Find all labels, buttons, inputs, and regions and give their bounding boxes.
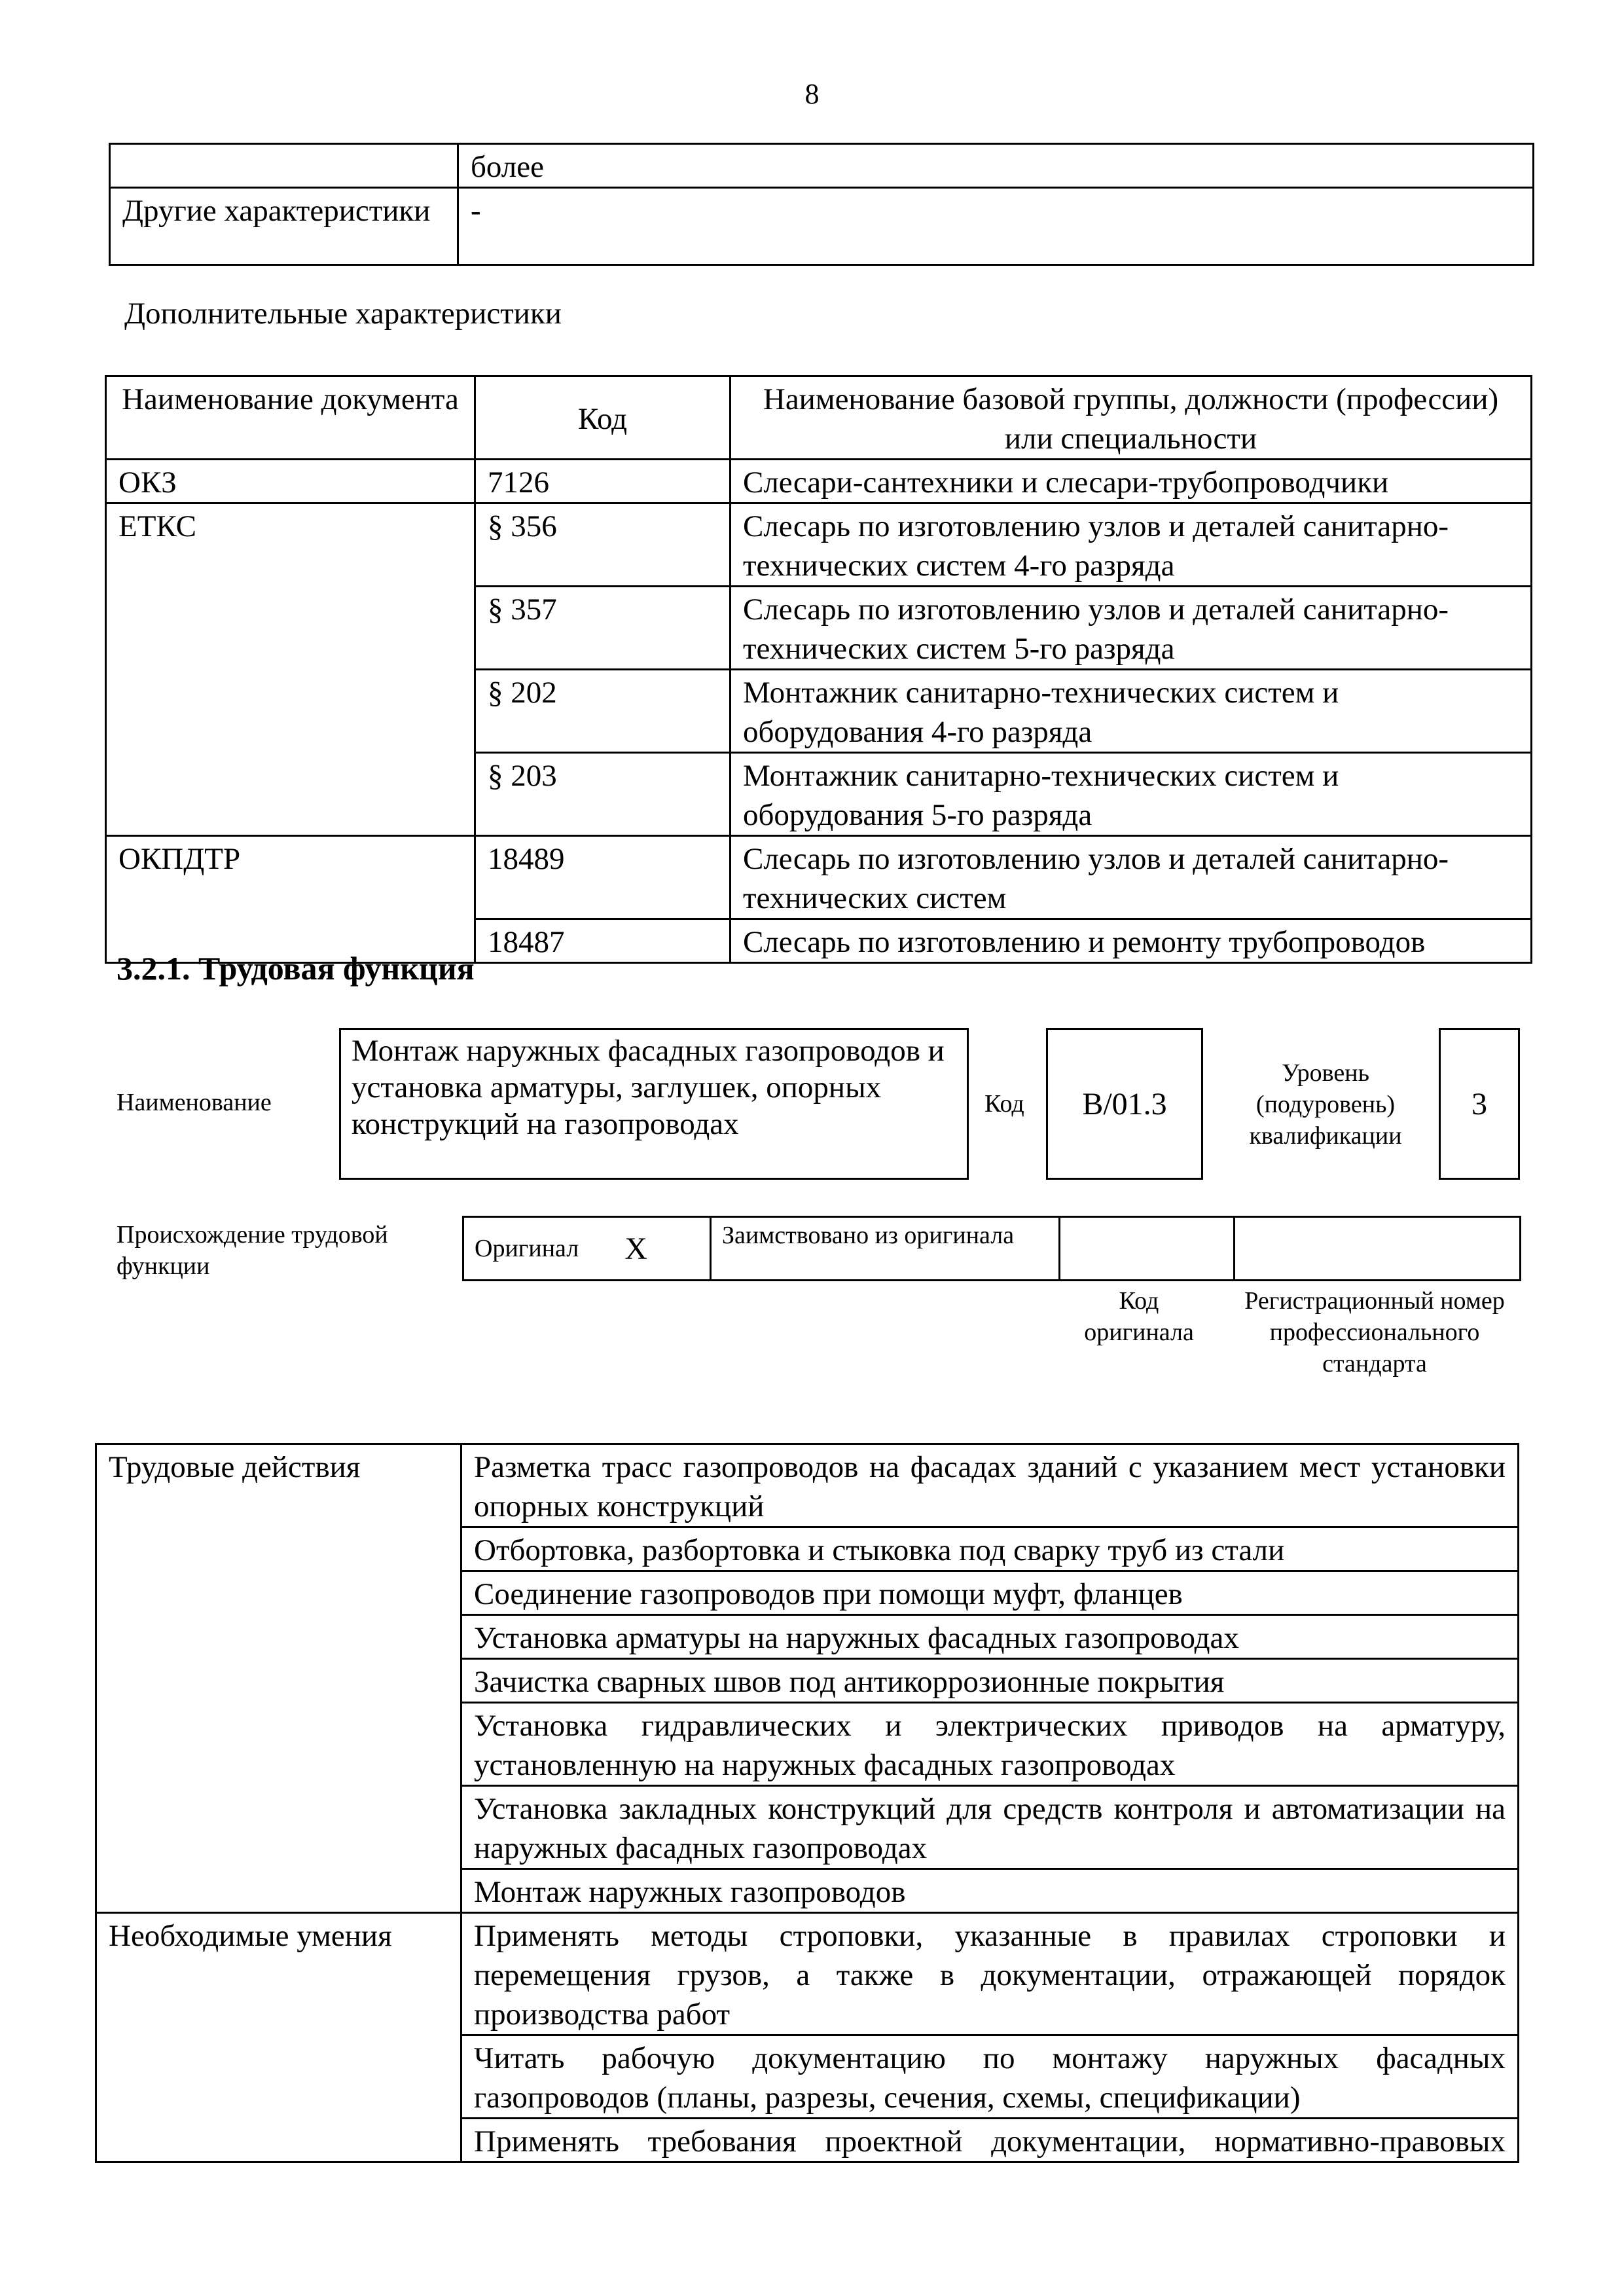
- name-label: Наименование: [117, 1089, 272, 1116]
- function-code-box: [1046, 1028, 1203, 1180]
- action-item: Разметка трасс газопроводов на фасадах зданий с указанием мест установки опорных конструкций: [461, 1444, 1519, 1527]
- cell-code: 18487: [475, 919, 731, 963]
- cell-code: § 202: [475, 670, 731, 753]
- action-item: Установка арматуры на наружных фасадных газопроводах: [461, 1615, 1519, 1659]
- cell-name: Слесарь по изготовлению узлов и деталей санитарно-технических систем 5-го разряда: [731, 587, 1532, 670]
- cell-code: § 356: [475, 503, 731, 587]
- function-code-value: B/01.3: [1082, 1086, 1167, 1121]
- table-row: [106, 836, 1532, 919]
- page-number: 8: [804, 78, 820, 110]
- action-item: Соединение газопроводов при помощи муфт, фланцев: [461, 1571, 1519, 1615]
- action-item: Зачистка сварных швов под антикоррозионные покрытия: [461, 1659, 1519, 1703]
- level-label: Уровень (подуровень) квалификации: [1249, 1059, 1402, 1150]
- cell-name: Слесарь по изготовлению и ремонту трубопроводов: [731, 919, 1532, 963]
- cell-name: Слесари-сантехники и слесари-трубопроводчики: [731, 460, 1532, 503]
- code-original-label: Код оригинала: [1084, 1287, 1194, 1346]
- additional-title: Дополнительные характеристики: [124, 297, 562, 331]
- action-item: Установка гидравлических и электрических приводов на арматуру, установленную на наружных фасадных газопроводах: [461, 1703, 1519, 1786]
- cell-doc: ЕТКС: [106, 503, 475, 836]
- function-name-value: Монтаж наружных фасадных газопроводов и установка арматуры, заглушек, опорных конструкций на газопроводах: [352, 1034, 945, 1141]
- row-value: более: [458, 144, 1534, 188]
- action-item: Установка закладных конструкций для средств контроля и автоматизации на наружных фасадных газопроводах: [461, 1786, 1519, 1869]
- cell-name: Монтажник санитарно-технических систем и оборудования 5-го разряда: [731, 753, 1532, 836]
- table-row: [106, 503, 1532, 587]
- reg-number-label: Регистрационный номер профессионального стандарта: [1244, 1287, 1505, 1377]
- borrowed-label: Заимствовано из оригинала: [722, 1222, 1015, 1249]
- action-item: Монтаж наружных газопроводов: [461, 1869, 1519, 1913]
- header-document: Наименование документа: [106, 376, 475, 460]
- code-label: Код: [984, 1090, 1024, 1118]
- cell-code: 18489: [475, 836, 731, 919]
- header-name: Наименование базовой группы, должности (профессии) или специальности: [731, 376, 1532, 460]
- cell-code: § 357: [475, 587, 731, 670]
- table-header-row: [106, 376, 1532, 460]
- original-mark: X: [624, 1231, 647, 1266]
- cell-doc: ОКПДТР: [106, 836, 475, 963]
- cell-name: Монтажник санитарно-технических систем и оборудования 4-го разряда: [731, 670, 1532, 753]
- cell-name: Слесарь по изготовлению узлов и деталей санитарно-технических систем: [731, 836, 1532, 919]
- row-value: -: [458, 188, 1534, 265]
- level-value: 3: [1471, 1086, 1487, 1121]
- cell-code: 7126: [475, 460, 731, 503]
- table-row: [106, 460, 1532, 503]
- origin-label: Происхождение трудовой функции: [117, 1221, 388, 1280]
- level-box: [1439, 1028, 1520, 1180]
- origin-row: [462, 1216, 1521, 1281]
- cell-code: § 203: [475, 753, 731, 836]
- function-name-box: [339, 1028, 969, 1180]
- skill-item: Применять методы строповки, указанные в правилах строповки и перемещения грузов, а также в документации, отражающей порядок производства работ: [461, 1913, 1519, 2035]
- cell-doc: ОКЗ: [106, 460, 475, 503]
- row-label: Другие характеристики: [110, 188, 458, 265]
- group-label-actions: Трудовые действия: [96, 1444, 461, 1913]
- skill-item: Применять требования проектной документации, нормативно-правовых: [461, 2119, 1519, 2162]
- reg-number-cell: [1235, 1218, 1519, 1279]
- row-label: [110, 144, 458, 188]
- table-row: [96, 1444, 1519, 1527]
- table-row: [96, 1913, 1519, 2035]
- table-row: [110, 188, 1534, 265]
- labor-actions-table: [95, 1443, 1519, 2163]
- code-original-cell: [1060, 1218, 1235, 1279]
- header-code: Код: [475, 376, 731, 460]
- skill-item: Читать рабочую документацию по монтажу наружных фасадных газопроводов (планы, разрезы, сечения, схемы, спецификации): [461, 2035, 1519, 2119]
- original-label: Оригинал: [475, 1235, 579, 1262]
- section-title: 3.2.1. Трудовая функция: [117, 950, 475, 987]
- characteristics-table: [109, 143, 1534, 266]
- original-cell: [464, 1218, 712, 1279]
- additional-characteristics-table: [105, 375, 1532, 964]
- borrowed-cell: [712, 1218, 1060, 1279]
- cell-name: Слесарь по изготовлению узлов и деталей санитарно-технических систем 4-го разряда: [731, 503, 1532, 587]
- action-item: Отбортовка, разбортовка и стыковка под сварку труб из стали: [461, 1527, 1519, 1571]
- group-label-skills: Необходимые умения: [96, 1913, 461, 2162]
- table-row: [110, 144, 1534, 188]
